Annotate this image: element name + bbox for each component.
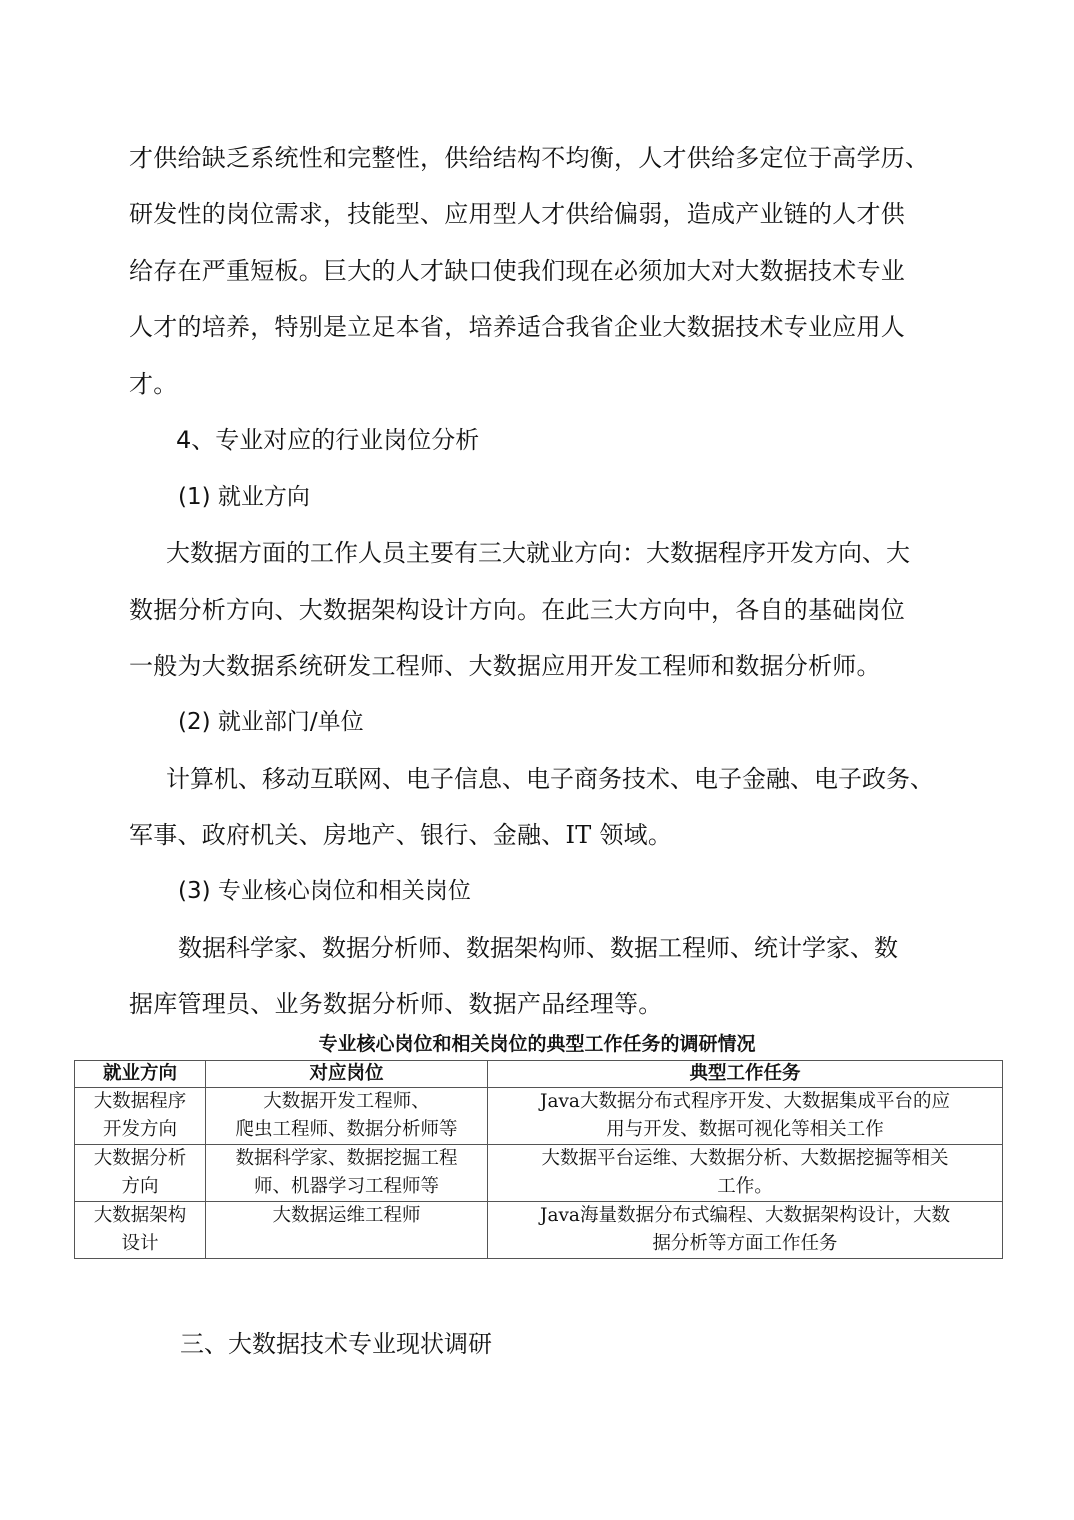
cell-line: 开发方向 bbox=[102, 1119, 177, 1140]
cell-line: 据分析等方面工作任务 bbox=[652, 1233, 838, 1254]
cell-line: 数据科学家、数据挖掘工程 bbox=[235, 1148, 458, 1169]
cell-tasks bbox=[488, 1202, 1003, 1259]
paragraph-line: 计算机、移动互联网、电子信息、电子商务技术、电子金融、电子政务、 bbox=[166, 765, 934, 793]
cell-line: Java海量数据分布式编程、大数据架构设计，大数 bbox=[540, 1205, 950, 1226]
paragraph-line: 才。 bbox=[129, 370, 178, 398]
table-row bbox=[75, 1145, 1003, 1202]
paragraph-line: 给存在严重短板。巨大的人才缺口使我们现在必须加大对大数据技术专业 bbox=[129, 257, 905, 285]
cell-direction bbox=[75, 1145, 206, 1202]
paragraph-line: 数据分析方向、大数据架构设计方向。在此三大方向中，各自的基础岗位 bbox=[129, 596, 905, 624]
cell-line: 大数据程序 bbox=[93, 1091, 187, 1112]
header-direction: 就业方向 bbox=[75, 1061, 206, 1088]
paragraph-line: 军事、政府机关、房地产、银行、金融、IT 领域。 bbox=[129, 821, 673, 849]
section-heading-4: 4、专业对应的行业岗位分析 bbox=[176, 426, 480, 454]
cell-line: 设计 bbox=[121, 1233, 159, 1254]
cell-line: 大数据开发工程师、 bbox=[263, 1091, 430, 1112]
table-caption: 专业核心岗位和相关岗位的典型工作任务的调研情况 bbox=[318, 1033, 756, 1055]
header-tasks: 典型工作任务 bbox=[488, 1061, 1003, 1088]
paragraph-line: 人才的培养，特别是立足本省，培养适合我省企业大数据技术专业应用人 bbox=[129, 313, 905, 341]
paragraph-line: 才供给缺乏系统性和完整性，供给结构不均衡，人才供给多定位于高学历、 bbox=[129, 144, 930, 172]
cell-direction bbox=[75, 1088, 206, 1145]
cell-positions bbox=[206, 1088, 488, 1145]
subheading-employment-units: (2) 就业部门/单位 bbox=[178, 709, 364, 735]
subheading-core-positions: (3) 专业核心岗位和相关岗位 bbox=[178, 878, 471, 904]
header-positions: 对应岗位 bbox=[206, 1061, 488, 1088]
cell-line: 方向 bbox=[121, 1176, 159, 1197]
cell-line: 大数据分析 bbox=[93, 1148, 187, 1169]
cell-line: 大数据平台运维、大数据分析、大数据挖掘等相关 bbox=[541, 1148, 949, 1169]
cell-line: 师、机器学习工程师等 bbox=[253, 1176, 439, 1197]
subheading-employment-direction: (1) 就业方向 bbox=[178, 484, 310, 510]
paragraph-line: 据库管理员、业务数据分析师、数据产品经理等。 bbox=[129, 990, 663, 1018]
cell-positions bbox=[206, 1202, 488, 1259]
cell-positions bbox=[206, 1145, 488, 1202]
cell-tasks bbox=[488, 1088, 1003, 1145]
paragraph-line: 数据科学家、数据分析师、数据架构师、数据工程师、统计学家、数 bbox=[178, 934, 898, 962]
cell-direction bbox=[75, 1202, 206, 1259]
survey-table bbox=[74, 1060, 1003, 1259]
cell-line bbox=[212, 1230, 481, 1258]
section-heading-3: 三、大数据技术专业现状调研 bbox=[180, 1330, 492, 1358]
cell-line: 爬虫工程师、数据分析师等 bbox=[235, 1119, 458, 1140]
table-header-row bbox=[75, 1061, 1003, 1088]
cell-line: Java大数据分布式程序开发、大数据集成平台的应 bbox=[540, 1091, 950, 1112]
paragraph-line: 大数据方面的工作人员主要有三大就业方向：大数据程序开发方向、大 bbox=[166, 539, 910, 567]
cell-line: 工作。 bbox=[717, 1176, 773, 1197]
table-row bbox=[75, 1202, 1003, 1259]
table-row bbox=[75, 1088, 1003, 1145]
cell-line: 用与开发、数据可视化等相关工作 bbox=[606, 1119, 884, 1140]
cell-tasks bbox=[488, 1145, 1003, 1202]
cell-line: 大数据运维工程师 bbox=[272, 1205, 421, 1226]
paragraph-line: 一般为大数据系统研发工程师、大数据应用开发工程师和数据分析师。 bbox=[129, 652, 881, 680]
paragraph-line: 研发性的岗位需求，技能型、应用型人才供给偏弱，造成产业链的人才供 bbox=[129, 200, 905, 228]
cell-line: 大数据架构 bbox=[93, 1205, 187, 1226]
